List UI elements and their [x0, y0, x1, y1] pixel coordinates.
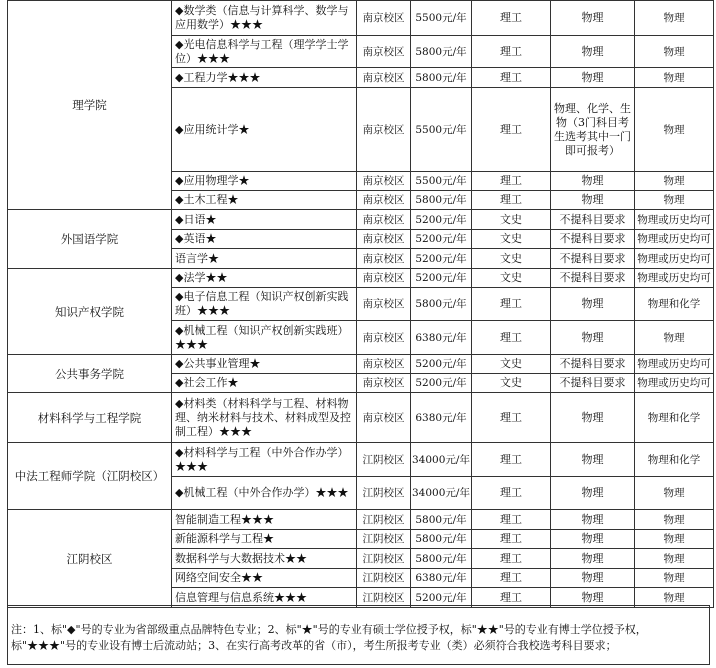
campus-cell: 江阴校区 — [357, 549, 411, 569]
fee-cell: 5200元/年 — [411, 210, 472, 230]
subject-requirement-second-cell: 物理或历史均可 — [634, 355, 713, 374]
subject-requirement-first-cell: 物理 — [550, 588, 634, 608]
category-cell: 文史 — [471, 249, 550, 269]
table-row — [8, 510, 714, 530]
campus-cell: 江阴校区 — [357, 569, 411, 588]
category-cell: 理工 — [471, 88, 550, 172]
campus-cell: 江阴校区 — [357, 443, 411, 477]
category-cell: 理工 — [471, 530, 550, 549]
category-cell: 文史 — [471, 230, 550, 249]
major-cell: ◆法学★★ — [172, 269, 357, 288]
category-cell: 理工 — [471, 443, 550, 477]
table-row — [8, 269, 714, 288]
major-cell: 智能制造工程★★★ — [172, 510, 357, 530]
category-cell: 文史 — [471, 210, 550, 230]
category-cell: 理工 — [471, 36, 550, 68]
campus-cell: 南京校区 — [357, 230, 411, 249]
subject-requirement-second-cell: 物理 — [634, 549, 713, 569]
campus-cell: 南京校区 — [357, 172, 411, 191]
subject-requirement-first-cell: 不提科目要求 — [550, 249, 634, 269]
subject-requirement-first-cell: 不提科目要求 — [550, 374, 634, 393]
major-cell: ◆工程力学★★★ — [172, 68, 357, 88]
fee-cell: 5200元/年 — [411, 355, 472, 374]
subject-requirement-first-cell: 物理 — [550, 393, 634, 443]
subject-requirement-second-cell: 物理或历史均可 — [634, 230, 713, 249]
campus-cell: 南京校区 — [357, 374, 411, 393]
subject-requirement-second-cell: 物理 — [634, 191, 713, 210]
category-cell: 理工 — [471, 68, 550, 88]
subject-requirement-second-cell: 物理 — [634, 1, 713, 36]
category-cell: 文史 — [471, 355, 550, 374]
subject-requirement-second-cell: 物理或历史均可 — [634, 374, 713, 393]
subject-requirement-first-cell: 物理 — [550, 172, 634, 191]
major-cell: ◆机械工程（知识产权创新实践班）★★★ — [172, 321, 357, 355]
college-cell: 公共事务学院 — [8, 355, 172, 393]
subject-requirement-first-cell: 不提科目要求 — [550, 355, 634, 374]
category-cell: 文史 — [471, 374, 550, 393]
major-cell: 新能源科学与工程★ — [172, 530, 357, 549]
subject-requirement-first-cell: 物理 — [550, 530, 634, 549]
fee-cell: 6380元/年 — [411, 569, 472, 588]
campus-cell: 南京校区 — [357, 249, 411, 269]
category-cell: 理工 — [471, 288, 550, 321]
fee-cell: 6380元/年 — [411, 321, 472, 355]
campus-cell: 南京校区 — [357, 191, 411, 210]
subject-requirement-second-cell: 物理和化学 — [634, 288, 713, 321]
campus-cell: 南京校区 — [357, 210, 411, 230]
table-row — [8, 443, 714, 477]
subject-requirement-first-cell: 物理 — [550, 477, 634, 510]
major-cell: 语言学★ — [172, 249, 357, 269]
subject-requirement-second-cell: 物理和化学 — [634, 443, 713, 477]
fee-cell: 5200元/年 — [411, 230, 472, 249]
subject-requirement-second-cell: 物理或历史均可 — [634, 210, 713, 230]
fee-cell: 5800元/年 — [411, 510, 472, 530]
fee-cell: 5200元/年 — [411, 374, 472, 393]
fee-cell: 34000元/年 — [411, 477, 472, 510]
subject-requirement-first-cell: 物理 — [550, 443, 634, 477]
campus-cell: 江阴校区 — [357, 477, 411, 510]
subject-requirement-second-cell: 物理或历史均可 — [634, 249, 713, 269]
major-cell: ◆应用统计学★ — [172, 88, 357, 172]
subject-requirement-second-cell: 物理 — [634, 321, 713, 355]
subject-requirement-second-cell: 物理 — [634, 68, 713, 88]
subject-requirement-first-cell: 物理 — [550, 191, 634, 210]
fee-cell: 6380元/年 — [411, 393, 472, 443]
subject-requirement-second-cell: 物理 — [634, 88, 713, 172]
subject-requirement-first-cell: 物理 — [550, 321, 634, 355]
college-cell: 外国语学院 — [8, 210, 172, 269]
campus-cell: 南京校区 — [357, 393, 411, 443]
major-cell: ◆土木工程★ — [172, 191, 357, 210]
major-cell: 信息管理与信息系统★★★ — [172, 588, 357, 608]
subject-requirement-second-cell: 物理 — [634, 510, 713, 530]
footnote-text: 注：1、标"◆"号的专业为省部级重点品牌特色专业；2、标"★"号的专业有硕士学位授予权，标"★★"号的专业有博士学位授予权，标"★★★"号的专业设有博士后流动站；3、在实行高考改革的省（市），考生所报考专业（类）必须符合我校选考科目要求； — [11, 623, 647, 652]
campus-cell: 南京校区 — [357, 355, 411, 374]
college-cell: 材料科学与工程学院 — [8, 393, 172, 443]
subject-requirement-second-cell: 物理 — [634, 477, 713, 510]
subject-requirement-first-cell: 物理 — [550, 1, 634, 36]
fee-cell: 5500元/年 — [411, 172, 472, 191]
campus-cell: 南京校区 — [357, 288, 411, 321]
subject-requirement-first-cell: 物理、化学、生物（3门科目考生选考其中一门即可报考） — [550, 88, 634, 172]
fee-cell: 34000元/年 — [411, 443, 472, 477]
major-cell: 数据科学与大数据技术★★ — [172, 549, 357, 569]
subject-requirement-first-cell: 物理 — [550, 36, 634, 68]
category-cell: 理工 — [471, 191, 550, 210]
subject-requirement-first-cell: 物理 — [550, 68, 634, 88]
campus-cell: 南京校区 — [357, 36, 411, 68]
campus-cell: 南京校区 — [357, 1, 411, 36]
major-cell: ◆机械工程（中外合作办学）★★★ — [172, 477, 357, 510]
major-cell: ◆光电信息科学与工程（理学学士学位）★★★ — [172, 36, 357, 68]
fee-cell: 5500元/年 — [411, 88, 472, 172]
major-cell: 网络空间安全★★ — [172, 569, 357, 588]
major-cell: ◆日语★ — [172, 210, 357, 230]
fee-cell: 5800元/年 — [411, 530, 472, 549]
category-cell: 理工 — [471, 588, 550, 608]
fee-cell: 5800元/年 — [411, 191, 472, 210]
category-cell: 理工 — [471, 477, 550, 510]
fee-cell: 5800元/年 — [411, 68, 472, 88]
college-cell: 江阴校区 — [8, 510, 172, 608]
major-cell: ◆电子信息工程（知识产权创新实践班）★★★ — [172, 288, 357, 321]
fee-cell: 5200元/年 — [411, 249, 472, 269]
major-cell: ◆公共事业管理★ — [172, 355, 357, 374]
college-cell: 中法工程师学院（江阴校区） — [8, 443, 172, 510]
fee-cell: 5800元/年 — [411, 36, 472, 68]
table-row — [8, 393, 714, 443]
campus-cell: 南京校区 — [357, 88, 411, 172]
major-cell: ◆社会工作★ — [172, 374, 357, 393]
subject-requirement-second-cell: 物理 — [634, 172, 713, 191]
subject-requirement-first-cell: 不提科目要求 — [550, 210, 634, 230]
major-cell: ◆材料科学与工程（中外合作办学）★★★ — [172, 443, 357, 477]
campus-cell: 江阴校区 — [357, 588, 411, 608]
campus-cell: 江阴校区 — [357, 530, 411, 549]
subject-requirement-second-cell: 物理 — [634, 530, 713, 549]
campus-cell: 南京校区 — [357, 321, 411, 355]
fee-cell: 5200元/年 — [411, 588, 472, 608]
subject-requirement-first-cell: 物理 — [550, 549, 634, 569]
major-cell: ◆数学类（信息与计算科学、数学与应用数学）★★★ — [172, 1, 357, 36]
campus-cell: 南京校区 — [357, 269, 411, 288]
fee-cell: 5200元/年 — [411, 269, 472, 288]
category-cell: 理工 — [471, 321, 550, 355]
major-cell: ◆英语★ — [172, 230, 357, 249]
subject-requirement-first-cell: 物理 — [550, 288, 634, 321]
category-cell: 理工 — [471, 393, 550, 443]
campus-cell: 南京校区 — [357, 68, 411, 88]
subject-requirement-second-cell: 物理 — [634, 569, 713, 588]
table-row — [8, 1, 714, 36]
subject-requirement-second-cell: 物理或历史均可 — [634, 269, 713, 288]
college-cell: 理学院 — [8, 1, 172, 210]
category-cell: 理工 — [471, 549, 550, 569]
major-cell: ◆应用物理学★ — [172, 172, 357, 191]
category-cell: 理工 — [471, 569, 550, 588]
subject-requirement-first-cell: 不提科目要求 — [550, 230, 634, 249]
subject-requirement-first-cell: 不提科目要求 — [550, 269, 634, 288]
subject-requirement-first-cell: 物理 — [550, 569, 634, 588]
campus-cell: 江阴校区 — [357, 510, 411, 530]
footnote-box — [7, 605, 710, 665]
subject-requirement-second-cell: 物理和化学 — [634, 393, 713, 443]
category-cell: 理工 — [471, 172, 550, 191]
major-cell: ◆材料类（材料科学与工程、材料物理、纳米材料与技术、材料成型及控制工程）★★★ — [172, 393, 357, 443]
category-cell: 文史 — [471, 269, 550, 288]
college-cell: 知识产权学院 — [8, 269, 172, 355]
category-cell: 理工 — [471, 1, 550, 36]
fee-cell: 5800元/年 — [411, 549, 472, 569]
table-row — [8, 355, 714, 374]
subject-requirement-second-cell: 物理 — [634, 36, 713, 68]
subject-requirement-second-cell: 物理 — [634, 588, 713, 608]
fee-cell: 5500元/年 — [411, 1, 472, 36]
subject-requirement-first-cell: 物理 — [550, 510, 634, 530]
fee-cell: 5800元/年 — [411, 288, 472, 321]
category-cell: 理工 — [471, 510, 550, 530]
table-row — [8, 210, 714, 230]
admissions-table — [7, 0, 714, 608]
